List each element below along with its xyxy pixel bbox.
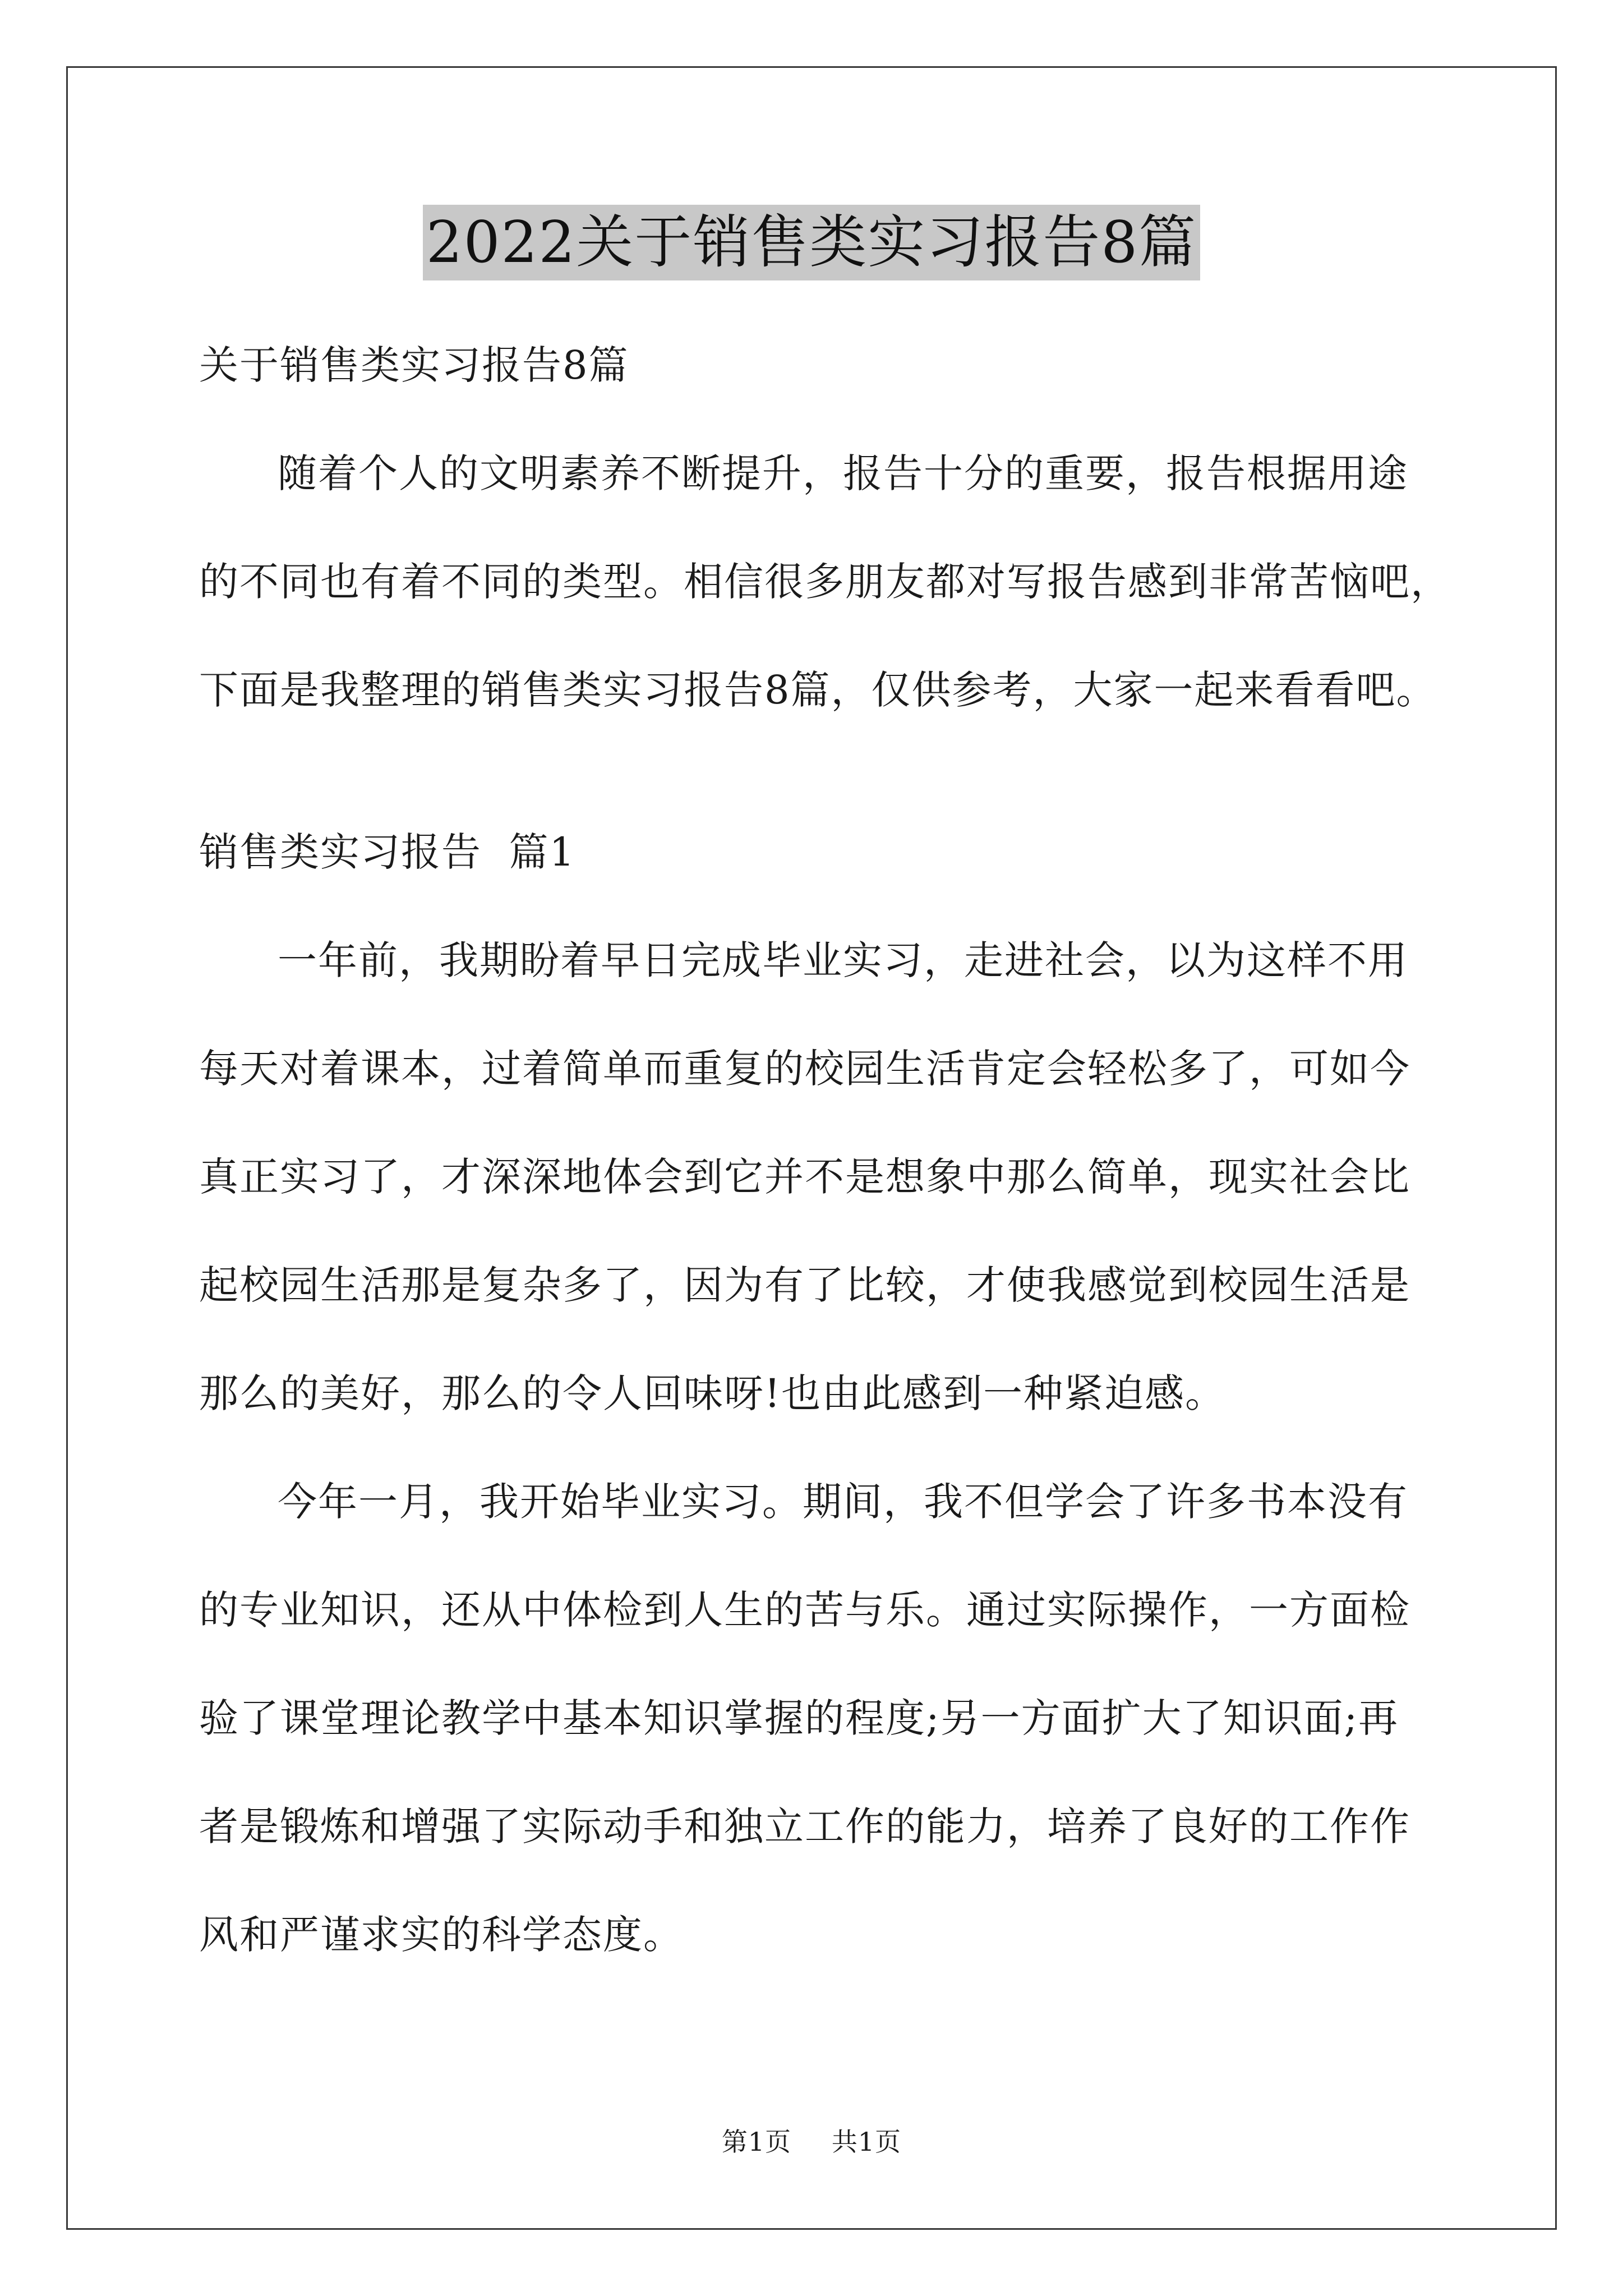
intro-paragraph [199, 420, 1451, 744]
title-container [0, 205, 1623, 280]
para1-line-1: 一年前，我期盼着早日完成毕业实习，走进社会，以为这样不用 [278, 937, 1408, 983]
para1-line-3: 真正实习了，才深深地体会到它并不是想象中那么简单，现实社会比 [199, 1154, 1410, 1200]
page-total: 共1页 [831, 2127, 902, 2157]
para2-line-3: 验了课堂理论教学中基本知识掌握的程度;另一方面扩大了知识面;再 [199, 1695, 1399, 1741]
intro-line-1: 随着个人的文明素养不断提升，报告十分的重要，报告根据用途 [278, 450, 1408, 496]
document-body [199, 311, 1451, 1989]
para2-line-4: 者是锻炼和增强了实际动手和独立工作的能力，培养了良好的工作作 [199, 1803, 1410, 1849]
page-number: 第1页 [721, 2127, 792, 2157]
intro-line-3: 下面是我整理的销售类实习报告8篇，仅供参考，大家一起来看看吧。 [199, 667, 1437, 713]
para1-line-4: 起校园生活那是复杂多了，因为有了比较，才使我感觉到校园生活是 [199, 1262, 1410, 1308]
document-title: 2022关于销售类实习报告8篇 [423, 205, 1200, 280]
para1-line-2: 每天对着课本，过着简单而重复的校园生活肯定会轻松多了，可如今 [199, 1046, 1410, 1092]
spacer [199, 744, 1433, 798]
page-footer [0, 2122, 1623, 2159]
para2-line-1: 今年一月，我开始毕业实习。期间，我不但学会了许多书本没有 [278, 1479, 1408, 1525]
intro-line-2: 的不同也有着不同的类型。相信很多朋友都对写报告感到非常苦恼吧， [199, 559, 1451, 605]
paragraph-2 [199, 1448, 1433, 1989]
section-heading: 销售类实习报告 篇1 [199, 829, 576, 875]
paragraph-1 [199, 907, 1433, 1448]
para2-line-5: 风和严谨求实的科学态度。 [199, 1912, 684, 1958]
para1-line-5: 那么的美好，那么的令人回味呀!也由此感到一种紧迫感。 [199, 1370, 1226, 1416]
para2-line-2: 的专业知识，还从中体检到人生的苦与乐。通过实际操作，一方面检 [199, 1587, 1410, 1633]
subtitle: 关于销售类实习报告8篇 [199, 342, 629, 388]
